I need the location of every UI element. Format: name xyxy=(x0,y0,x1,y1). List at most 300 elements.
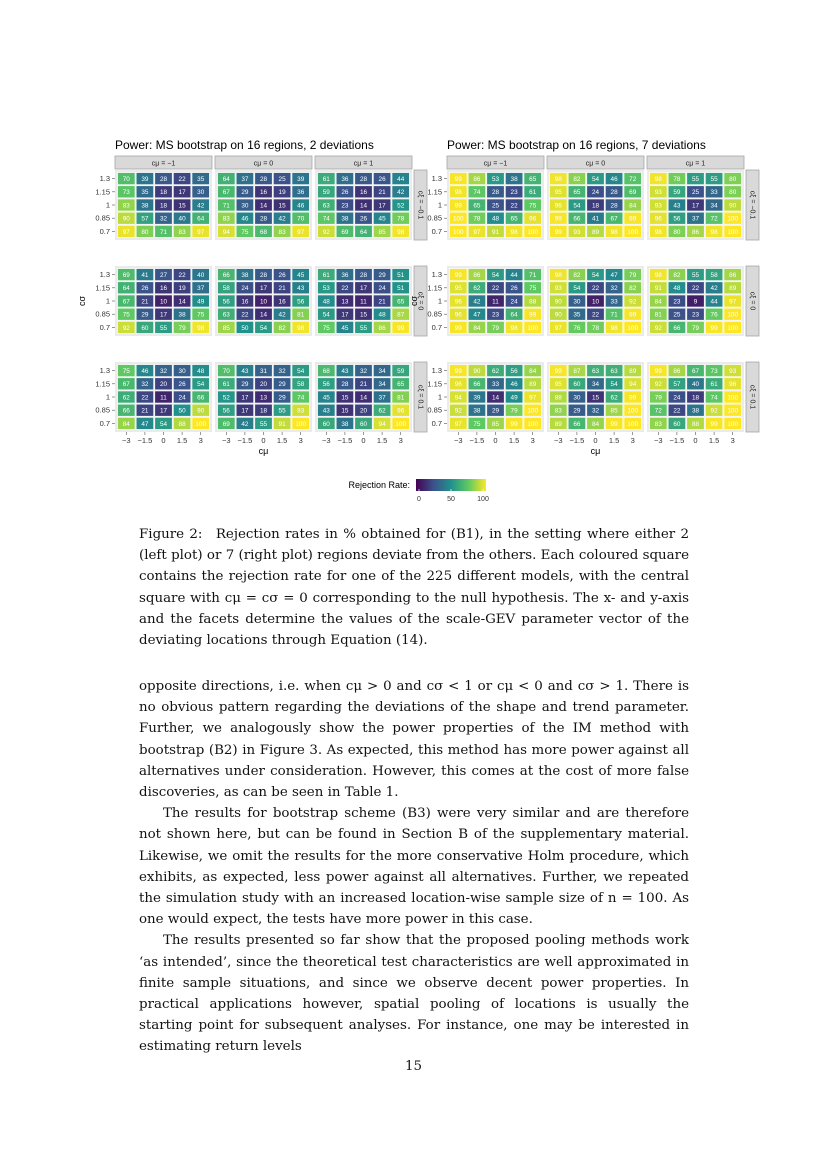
cell-value-label: 82 xyxy=(573,176,581,183)
facet-strip-col-label: cμ = −1 xyxy=(483,160,508,168)
cell-value-label: 42 xyxy=(278,215,286,223)
cell-value-label: 56 xyxy=(222,407,230,415)
cell-value-label: 63 xyxy=(610,368,618,375)
cell-value-label: 90 xyxy=(197,407,205,415)
cell-value-label: 27 xyxy=(159,272,168,279)
cell-value-label: 16 xyxy=(159,285,168,293)
cell-value-label: 33 xyxy=(491,381,500,389)
cell-value-label: 47 xyxy=(610,272,618,279)
cell-value-label: 38 xyxy=(141,202,149,210)
cell-value-label: 75 xyxy=(241,228,249,236)
cell-value-label: 100 xyxy=(527,407,539,415)
y-tick-label: 0.7 xyxy=(431,418,442,428)
y-tick-label: 0.85 xyxy=(427,213,442,223)
y-axis-label: cσ xyxy=(77,295,87,307)
cell-value-label: 64 xyxy=(122,285,130,293)
cell-value-label: 55 xyxy=(278,407,286,415)
cell-value-label: 24 xyxy=(510,298,518,306)
cell-value-label: 100 xyxy=(727,311,739,319)
cell-value-label: 54 xyxy=(197,381,205,389)
cell-value-label: 36 xyxy=(341,176,349,183)
cell-value-label: 17 xyxy=(691,202,700,210)
cell-value-label: 92 xyxy=(710,407,718,415)
cell-value-label: 51 xyxy=(397,272,405,279)
cell-value-label: 90 xyxy=(729,202,737,210)
cell-value-label: 29 xyxy=(278,394,286,402)
cell-value-label: 99 xyxy=(629,394,637,402)
cell-value-label: 96 xyxy=(729,381,737,389)
cell-value-label: 21 xyxy=(141,407,149,415)
cell-value-label: 86 xyxy=(673,368,681,375)
facet-strip-row-label: cξ = 0.1 xyxy=(416,384,424,410)
y-axis-label: cσ xyxy=(409,295,419,307)
cell-value-label: 100 xyxy=(627,420,639,428)
cell-value-label: 29 xyxy=(241,189,249,197)
cell-value-label: 73 xyxy=(710,368,718,375)
x-tick-label: 1.5 xyxy=(276,436,288,445)
x-tick-label: −1.5 xyxy=(469,436,485,445)
cell-value-label: 26 xyxy=(510,285,518,293)
cell-value-label: 28 xyxy=(259,272,268,279)
cell-value-label: 79 xyxy=(491,324,500,332)
cell-value-label: 43 xyxy=(673,202,681,210)
cell-value-label: 25 xyxy=(691,189,700,197)
cell-value-label: 32 xyxy=(141,381,149,389)
cell-value-label: 71 xyxy=(529,272,537,279)
cell-value-label: 100 xyxy=(727,228,739,236)
cell-value-label: 96 xyxy=(454,298,462,306)
cell-value-label: 43 xyxy=(322,407,330,415)
cell-value-label: 25 xyxy=(278,176,286,183)
cell-value-label: 84 xyxy=(529,368,537,375)
cell-value-label: 22 xyxy=(178,272,186,279)
cell-value-label: 48 xyxy=(673,285,681,293)
cell-value-label: 56 xyxy=(510,368,518,375)
cell-value-label: 100 xyxy=(527,228,539,236)
cell-value-label: 83 xyxy=(122,202,130,210)
cell-value-label: 47 xyxy=(141,420,149,428)
y-tick-label: 1 xyxy=(437,296,442,306)
cell-value-label: 99 xyxy=(510,420,518,428)
cell-value-label: 38 xyxy=(691,407,700,415)
cell-value-label: 15 xyxy=(341,407,349,415)
cell-value-label: 26 xyxy=(278,272,286,279)
y-tick-label: 1.15 xyxy=(95,379,110,389)
cell-value-label: 86 xyxy=(473,176,481,183)
cell-value-label: 80 xyxy=(673,228,681,236)
legend-title: Rejection Rate: xyxy=(348,480,410,490)
cell-value-label: 42 xyxy=(241,420,249,428)
cell-value-label: 98 xyxy=(554,272,562,279)
cell-value-label: 22 xyxy=(591,285,600,293)
cell-value-label: 56 xyxy=(297,298,305,306)
cell-value-label: 60 xyxy=(573,381,581,389)
cell-value-label: 85 xyxy=(610,407,618,415)
cell-value-label: 10 xyxy=(591,298,600,306)
cell-value-label: 26 xyxy=(378,176,386,183)
cell-value-label: 22 xyxy=(341,285,349,293)
x-tick-label: 3 xyxy=(730,436,735,445)
cell-value-label: 75 xyxy=(122,368,130,375)
chart-title: Power: MS bootstrap on 16 regions, 7 deviations xyxy=(447,138,706,152)
cell-value-label: 98 xyxy=(610,324,618,332)
cell-value-label: 97 xyxy=(454,420,462,428)
cell-value-label: 98 xyxy=(197,324,205,332)
cell-value-label: 84 xyxy=(591,420,600,428)
cell-value-label: 28 xyxy=(359,272,368,279)
cell-value-label: 23 xyxy=(673,298,681,306)
cell-value-label: 100 xyxy=(727,215,739,223)
paragraph: opposite directions, i.e. when cμ > 0 and cσ < 1 or cμ < 0 and cσ > 1. There is no obvious pattern regarding the deviations of the shape and trend parameter. Further, we analogously show the power properties of the IM method with bootstrap (B2) in Figure 3. As expected, this method has more power against all alternatives under consideration. However, this comes at the cost of more false discoveries, as can be seen in Table 1. xyxy=(139,679,689,801)
cell-value-label: 18 xyxy=(159,202,168,210)
cell-value-label: 33 xyxy=(710,189,718,197)
cell-value-label: 98 xyxy=(654,272,662,279)
x-tick-label: 0 xyxy=(361,436,366,445)
x-tick-label: 0 xyxy=(693,436,698,445)
cell-value-label: 17 xyxy=(241,394,249,402)
y-tick-label: 0.7 xyxy=(99,322,110,332)
cell-value-label: 15 xyxy=(341,394,349,402)
cell-value-label: 100 xyxy=(452,228,464,236)
cell-value-label: 67 xyxy=(122,298,130,306)
cell-value-label: 82 xyxy=(629,285,637,293)
cell-value-label: 98 xyxy=(510,228,518,236)
cell-value-label: 78 xyxy=(673,176,681,183)
x-tick-label: −3 xyxy=(554,436,563,445)
cell-value-label: 100 xyxy=(627,228,639,236)
cell-value-label: 100 xyxy=(727,407,739,415)
cell-value-label: 36 xyxy=(341,272,349,279)
cell-value-label: 10 xyxy=(259,298,268,306)
cell-value-label: 89 xyxy=(529,381,537,389)
cell-value-label: 30 xyxy=(573,298,581,306)
cell-value-label: 48 xyxy=(378,311,386,319)
cell-value-label: 39 xyxy=(473,394,481,402)
cell-value-label: 97 xyxy=(122,228,130,236)
cell-value-label: 62 xyxy=(122,394,130,402)
y-tick-label: 0.7 xyxy=(99,226,110,236)
cell-value-label: 53 xyxy=(322,285,330,293)
cell-value-label: 21 xyxy=(378,189,386,197)
cell-value-label: 65 xyxy=(529,176,537,183)
cell-value-label: 38 xyxy=(341,420,349,428)
x-tick-label: 3 xyxy=(398,436,403,445)
cell-value-label: 39 xyxy=(297,176,305,183)
cell-value-label: 65 xyxy=(573,189,581,197)
cell-value-label: 46 xyxy=(610,176,618,183)
cell-value-label: 40 xyxy=(197,272,205,279)
facet-strip-row-label: cξ = −0.1 xyxy=(748,190,756,220)
x-tick-label: −1.5 xyxy=(137,436,153,445)
cell-value-label: 56 xyxy=(673,215,681,223)
cell-value-label: 66 xyxy=(197,394,205,402)
cell-value-label: 17 xyxy=(159,407,168,415)
cell-value-label: 17 xyxy=(159,311,168,319)
chart-title: Power: MS bootstrap on 16 regions, 2 deviations xyxy=(115,138,374,152)
cell-value-label: 86 xyxy=(473,272,481,279)
cell-value-label: 92 xyxy=(654,324,662,332)
cell-value-label: 68 xyxy=(259,228,268,236)
cell-value-label: 99 xyxy=(454,202,462,210)
cell-value-label: 15 xyxy=(178,202,186,210)
cell-value-label: 79 xyxy=(178,324,186,332)
facet-strip-row-label: cξ = −0.1 xyxy=(416,190,424,220)
x-tick-label: −3 xyxy=(654,436,663,445)
cell-value-label: 32 xyxy=(278,368,286,375)
x-tick-label: 1.5 xyxy=(176,436,188,445)
cell-value-label: 86 xyxy=(729,272,737,279)
cell-value-label: 90 xyxy=(554,311,562,319)
cell-value-label: 14 xyxy=(178,298,186,306)
cell-value-label: 22 xyxy=(241,311,249,319)
cell-value-label: 55 xyxy=(259,420,268,428)
cell-value-label: 55 xyxy=(710,176,718,183)
y-tick-label: 0.85 xyxy=(95,405,110,415)
cell-value-label: 45 xyxy=(341,324,349,332)
x-tick-label: −1.5 xyxy=(669,436,685,445)
cell-value-label: 54 xyxy=(591,272,600,279)
cell-value-label: 24 xyxy=(673,394,681,402)
cell-value-label: 64 xyxy=(359,228,368,236)
cell-value-label: 14 xyxy=(359,202,368,210)
cell-value-label: 46 xyxy=(297,202,305,210)
cell-value-label: 41 xyxy=(591,215,600,223)
cell-value-label: 81 xyxy=(397,394,405,402)
y-tick-label: 1 xyxy=(437,200,442,210)
cell-value-label: 84 xyxy=(122,420,130,428)
cell-value-label: 38 xyxy=(178,311,186,319)
facet-strip-col-label: cμ = 0 xyxy=(585,160,606,168)
y-tick-label: 1.15 xyxy=(95,283,110,293)
y-tick-label: 0.85 xyxy=(95,213,110,223)
cell-value-label: 83 xyxy=(654,420,662,428)
cell-value-label: 74 xyxy=(297,394,305,402)
y-tick-label: 0.85 xyxy=(427,405,442,415)
cell-value-label: 80 xyxy=(729,176,737,183)
cell-value-label: 78 xyxy=(397,215,405,223)
cell-value-label: 94 xyxy=(454,394,462,402)
cell-value-label: 32 xyxy=(159,215,168,223)
cell-value-label: 58 xyxy=(710,272,718,279)
cell-value-label: 92 xyxy=(322,228,330,236)
cell-value-label: 89 xyxy=(729,285,737,293)
cell-value-label: 20 xyxy=(259,381,268,389)
cell-value-label: 10 xyxy=(159,298,168,306)
cell-value-label: 90 xyxy=(554,298,562,306)
y-tick-label: 1.15 xyxy=(427,283,442,293)
cell-value-label: 99 xyxy=(654,368,662,375)
cell-value-label: 37 xyxy=(378,394,386,402)
cell-value-label: 84 xyxy=(473,324,481,332)
facet-strip-col-label: cμ = 0 xyxy=(253,160,274,168)
legend-tick-label: 100 xyxy=(477,496,489,503)
cell-value-label: 23 xyxy=(691,311,700,319)
cell-value-label: 14 xyxy=(259,202,268,210)
cell-value-label: 23 xyxy=(491,311,500,319)
cell-value-label: 98 xyxy=(654,228,662,236)
cell-value-label: 55 xyxy=(691,272,700,279)
cell-value-label: 26 xyxy=(141,285,149,293)
cell-value-label: 61 xyxy=(710,381,718,389)
cell-value-label: 55 xyxy=(359,324,368,332)
cell-value-label: 99 xyxy=(610,420,618,428)
cell-value-label: 85 xyxy=(378,228,386,236)
legend-tick-label: 50 xyxy=(447,496,455,503)
cell-value-label: 35 xyxy=(141,189,149,197)
cell-value-label: 13 xyxy=(341,298,349,306)
cell-value-label: 56 xyxy=(322,381,330,389)
cell-value-label: 32 xyxy=(610,285,618,293)
cell-value-label: 94 xyxy=(222,228,230,236)
cell-value-label: 29 xyxy=(573,407,581,415)
cell-value-label: 100 xyxy=(727,394,739,402)
cell-value-label: 35 xyxy=(197,176,205,183)
cell-value-label: 14 xyxy=(359,394,368,402)
cell-value-label: 38 xyxy=(473,407,481,415)
legend-tick-label: 0 xyxy=(417,496,421,503)
cell-value-label: 50 xyxy=(241,324,249,332)
cell-value-label: 93 xyxy=(654,202,662,210)
cell-value-label: 71 xyxy=(159,228,168,236)
cell-value-label: 100 xyxy=(527,420,539,428)
cell-value-label: 42 xyxy=(710,285,718,293)
cell-value-label: 56 xyxy=(222,298,230,306)
cell-value-label: 65 xyxy=(473,202,481,210)
facet-strip-col-label: cμ = 1 xyxy=(685,160,706,168)
cell-value-label: 95 xyxy=(454,285,462,293)
cell-value-label: 67 xyxy=(610,215,618,223)
cell-value-label: 96 xyxy=(654,215,662,223)
y-tick-label: 1.15 xyxy=(95,187,110,197)
cell-value-label: 34 xyxy=(591,381,600,389)
cell-value-label: 51 xyxy=(397,285,405,293)
cell-value-label: 43 xyxy=(341,368,349,375)
cell-value-label: 70 xyxy=(297,215,305,223)
cell-value-label: 65 xyxy=(397,381,405,389)
x-tick-label: 0 xyxy=(261,436,266,445)
cell-value-label: 83 xyxy=(278,228,286,236)
cell-value-label: 24 xyxy=(178,394,186,402)
cell-value-label: 100 xyxy=(727,420,739,428)
cell-value-label: 98 xyxy=(397,228,405,236)
figure-2 xyxy=(0,0,827,510)
cell-value-label: 70 xyxy=(222,368,230,375)
cell-value-label: 99 xyxy=(629,311,637,319)
cell-value-label: 99 xyxy=(554,368,562,375)
cell-value-label: 81 xyxy=(654,311,662,319)
cell-value-label: 88 xyxy=(178,420,186,428)
cell-value-label: 13 xyxy=(259,394,268,402)
cell-value-label: 16 xyxy=(278,298,286,306)
cell-value-label: 42 xyxy=(278,311,286,319)
y-tick-label: 1.3 xyxy=(431,174,442,184)
cell-value-label: 76 xyxy=(710,311,718,319)
cell-value-label: 98 xyxy=(654,176,662,183)
cell-value-label: 59 xyxy=(397,368,405,375)
cell-value-label: 80 xyxy=(729,189,737,197)
cell-value-label: 100 xyxy=(295,420,307,428)
cell-value-label: 99 xyxy=(710,324,718,332)
cell-value-label: 19 xyxy=(278,189,286,197)
cell-value-label: 30 xyxy=(241,202,249,210)
cell-value-label: 36 xyxy=(297,189,305,197)
cell-value-label: 73 xyxy=(122,189,130,197)
cell-value-label: 11 xyxy=(492,298,499,306)
cell-value-label: 98 xyxy=(297,324,305,332)
page-number: 15 xyxy=(404,1059,423,1074)
cell-value-label: 19 xyxy=(178,285,186,293)
cell-value-label: 34 xyxy=(378,381,386,389)
y-tick-label: 1 xyxy=(437,392,442,402)
cell-value-label: 38 xyxy=(510,176,518,183)
x-tick-label: −3 xyxy=(454,436,463,445)
cell-value-label: 99 xyxy=(397,324,405,332)
cell-value-label: 69 xyxy=(341,228,349,236)
cell-value-label: 75 xyxy=(529,202,537,210)
cell-value-label: 16 xyxy=(259,189,268,197)
cell-value-label: 39 xyxy=(141,176,149,183)
cell-value-label: 48 xyxy=(491,215,500,223)
x-tick-label: 0 xyxy=(593,436,598,445)
cell-value-label: 95 xyxy=(554,381,562,389)
cell-value-label: 99 xyxy=(454,324,462,332)
x-tick-label: 3 xyxy=(298,436,303,445)
cell-value-label: 11 xyxy=(160,394,167,402)
cell-value-label: 44 xyxy=(710,298,718,306)
cell-value-label: 58 xyxy=(222,285,230,293)
cell-value-label: 67 xyxy=(691,368,700,375)
cell-value-label: 63 xyxy=(222,311,230,319)
cell-value-label: 42 xyxy=(197,202,205,210)
cell-value-label: 62 xyxy=(473,285,481,293)
cell-value-label: 45 xyxy=(378,215,386,223)
cell-value-label: 92 xyxy=(629,298,637,306)
cell-value-label: 22 xyxy=(178,176,186,183)
cell-value-label: 83 xyxy=(178,228,186,236)
cell-value-label: 69 xyxy=(122,272,130,279)
cell-value-label: 28 xyxy=(259,215,268,223)
cell-value-label: 17 xyxy=(341,311,349,319)
cell-value-label: 97 xyxy=(297,228,305,236)
cell-value-label: 61 xyxy=(322,176,330,183)
cell-value-label: 69 xyxy=(222,420,230,428)
cell-value-label: 60 xyxy=(359,420,368,428)
cell-value-label: 72 xyxy=(654,407,662,415)
cell-value-label: 18 xyxy=(259,407,268,415)
cell-value-label: 45 xyxy=(297,272,305,279)
cell-value-label: 99 xyxy=(454,368,462,375)
cell-value-label: 82 xyxy=(573,272,581,279)
cell-value-label: 28 xyxy=(341,381,349,389)
cell-value-label: 84 xyxy=(629,202,637,210)
cell-value-label: 98 xyxy=(454,189,462,197)
cell-value-label: 18 xyxy=(591,202,600,210)
cell-value-label: 34 xyxy=(710,202,718,210)
cell-value-label: 59 xyxy=(673,189,681,197)
cell-value-label: 23 xyxy=(510,189,518,197)
x-tick-label: −3 xyxy=(322,436,331,445)
y-tick-label: 1 xyxy=(105,392,110,402)
cell-value-label: 75 xyxy=(322,324,330,332)
cell-value-label: 22 xyxy=(591,311,600,319)
cell-value-label: 54 xyxy=(491,272,500,279)
cell-value-label: 89 xyxy=(629,368,637,375)
cell-value-label: 62 xyxy=(378,407,386,415)
cell-value-label: 99 xyxy=(454,272,462,279)
x-tick-label: −1.5 xyxy=(237,436,253,445)
cell-value-label: 28 xyxy=(610,189,618,197)
cell-value-label: 65 xyxy=(397,298,405,306)
